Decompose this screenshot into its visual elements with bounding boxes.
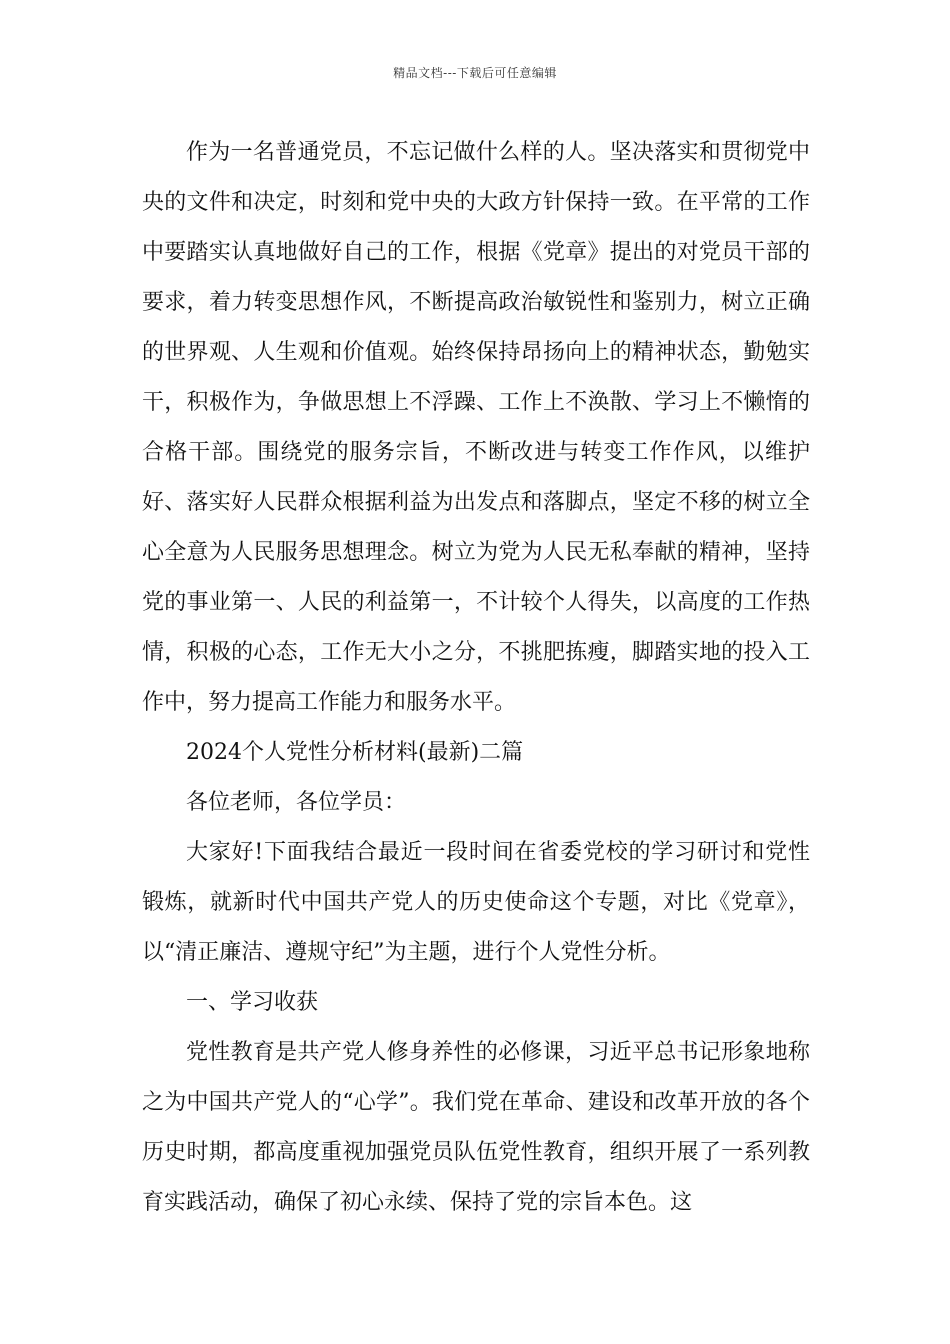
greeting: 各位老师，各位学员：	[186, 790, 407, 815]
subsection-heading: 一、学习收获	[186, 990, 319, 1015]
paragraph-party-member-duty: 作为一名普通党员，不忘记做什么样的人。坚决落实和贯彻党中央的文件和决定，时刻和党中央的大政方针保持一致。在平常的工作中要踏实认真地做好自己的工作，根据《党章》提出的对党员干部的要求，着力转变思想作风，不断提高政治敏锐性和鉴别力，树立正确的世界观、人生观和价值观。始终保持昂扬向上的精神状态，勤勉实干，积极作为，争做思想上不浮躁、工作上不涣散、学习上不懒惰的合格干部。围绕党的服务宗旨，不断改进与转变工作作风，以维护好、落实好人民群众根据利益为出发点和落脚点，坚定不移的树立全心全意为人民服务思想理念。树立为党为人民无私奉献的精神，坚持党的事业第一、人民的利益第一，不计较个人得失，以高度的工作热情，积极的心态，工作无大小之分，不挑肥拣瘦，脚踏实地的投入工作中，努力提高工作能力和服务水平。	[142, 140, 810, 715]
document-body	[142, 128, 810, 1228]
paragraph-introduction: 大家好!下面我结合最近一段时间在省委党校的学习研讨和党性锻炼，就新时代中国共产党人的历史使命这个专题，对比《党章》，以“清正廉洁、遵规守纪”为主题，进行个人党性分析。	[142, 840, 810, 965]
section-title: 2024个人党性分析材料(最新)二篇	[186, 740, 524, 765]
page-header: 精品文档---下载后可任意编辑	[393, 66, 557, 80]
paragraph-party-education: 党性教育是共产党人修身养性的必修课，习近平总书记形象地称之为中国共产党人的“心学”。我们党在革命、建设和改革开放的各个历史时期，都高度重视加强党员队伍党性教育，组织开展了一系列教育实践活动，确保了初心永续、保持了党的宗旨本色。这	[142, 1040, 810, 1215]
